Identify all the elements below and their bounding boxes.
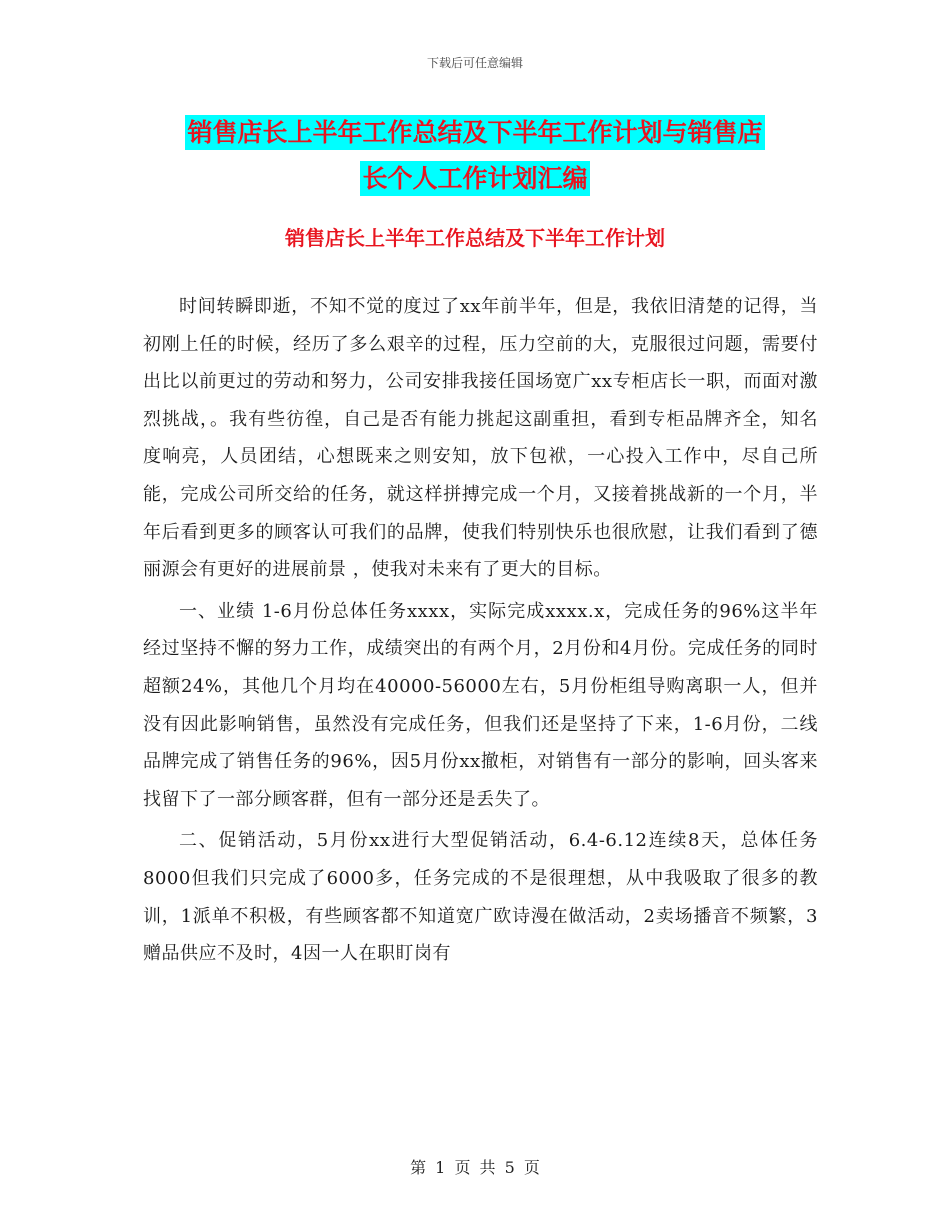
document-title (150, 110, 800, 202)
document-title-line-2: 长个人工作计划汇编 (360, 161, 589, 196)
header-note: 下载后可任意编辑 (426, 56, 523, 70)
body-text (143, 288, 818, 977)
paragraph-performance: 一、业绩 1-6月份总体任务xxxx，实际完成xxxx.x，完成任务的96%这半年经过坚持不懈的努力工作，成绩突出的有两个月，2月份和4月份。完成任务的同时超额24%，其他几个月均在40000-56000左右，5月份柜组导购离职一人，但并没有因此影响销售，虽然没有完成任务，但我们还是坚持了下来，1-6月份，二线品牌完成了销售任务的96%，因5月份xx撤柜，对销售有一部分的影响，回头客来找留下了一部分顾客群，但有一部分还是丢失了。 (143, 600, 818, 810)
paragraph-intro: 时间转瞬即逝，不知不觉的度过了xx年前半年，但是，我依旧清楚的记得，当初刚上任的时候，经历了多么艰辛的过程，压力空前的大，克服很过问题，需要付出比以前更过的劳动和努力，公司安排我接任国场宽广xx专柜店长一职，而面对激烈挑战，。我有些彷徨，自己是否有能力挑起这副重担，看到专柜品牌齐全，知名度响亮，人员团结，心想既来之则安知，放下包袱，一心投入工作中，尽自己所能，完成公司所交给的任务，就这样拼搏完成一个月，又接着挑战新的一个月，半年后看到更多的顾客认可我们的品牌，使我们特别快乐也很欣慰，让我们看到了德丽源会有更好的进展前景 ，使我对未来有了更大的目标。 (143, 296, 818, 581)
document-title-line-1: 销售店长上半年工作总结及下半年工作计划与销售店 (185, 115, 764, 150)
page-footer: 第 1 页 共 5 页 (410, 1158, 540, 1177)
section-title: 销售店长上半年工作总结及下半年工作计划 (285, 226, 665, 250)
paragraph-promotion: 二、促销活动，5月份xx进行大型促销活动，6.4-6.12连续8天，总体任务8000但我们只完成了6000多，任务完成的不是很理想，从中我吸取了很多的教训，1派单不积极，有些顾客都不知道宽广欧诗漫在做活动，2卖场播音不频繁，3赠品供应不及时，4因一人在职盯岗有 (143, 830, 818, 965)
